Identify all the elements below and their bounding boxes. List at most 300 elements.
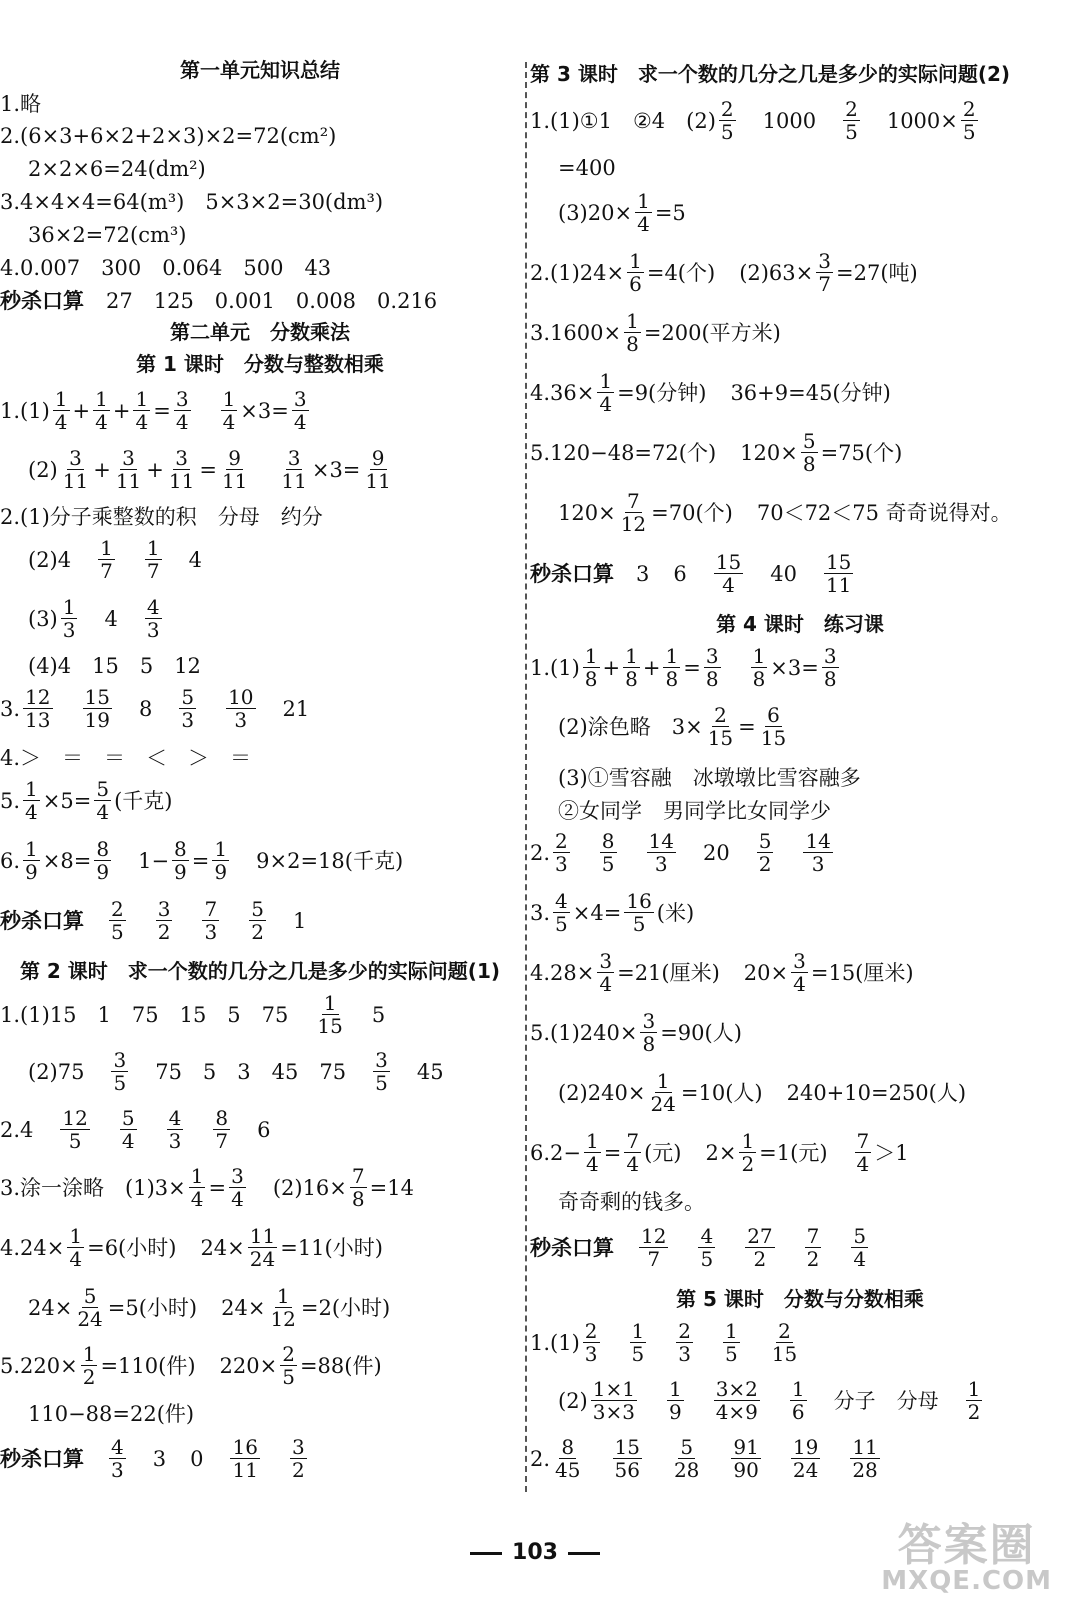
- footer-dash-right: [568, 1552, 600, 1555]
- answer-line: [530, 490, 1070, 535]
- numerator: 16: [232, 1435, 258, 1459]
- denominator: 4: [293, 410, 307, 434]
- answer-line: [530, 430, 1070, 475]
- answer-line: [530, 1188, 1070, 1214]
- fraction: [553, 890, 570, 935]
- text-segment: =: [738, 714, 756, 739]
- answer-line: [0, 1107, 520, 1152]
- denominator: 4: [190, 1187, 204, 1211]
- denominator: 4: [599, 392, 613, 416]
- text-segment: +: [93, 457, 111, 482]
- text-segment: =: [191, 848, 210, 873]
- fraction: [850, 1436, 879, 1481]
- fraction: [212, 838, 229, 883]
- fraction: [167, 1107, 184, 1152]
- answer-line: [0, 122, 520, 148]
- answer-line: [0, 686, 520, 731]
- answer-line: [0, 1343, 520, 1388]
- section-heading: [0, 318, 520, 344]
- numerator: 1: [741, 1129, 755, 1153]
- text-segment: 3.4×4×4=64(m³) 5×3×2=30(dm³): [0, 189, 384, 214]
- text-segment: 第 1 课时 分数与整数相乘: [136, 351, 384, 376]
- text-segment: 27 125 0.001 0.008 0.216: [106, 288, 438, 313]
- answer-line: [0, 744, 520, 770]
- section-heading: [0, 350, 520, 376]
- denominator: 5: [111, 920, 124, 944]
- text-segment: 分子 分母: [833, 1388, 939, 1413]
- text-segment: 24×: [28, 1295, 73, 1320]
- numerator: 5: [758, 829, 772, 853]
- answer-line: [0, 1049, 520, 1094]
- fraction: [597, 950, 614, 995]
- text-segment: =200(平方米): [643, 320, 781, 345]
- denominator: 9: [174, 860, 187, 884]
- text-segment: =: [683, 655, 701, 680]
- denominator: 5: [282, 1365, 295, 1389]
- fraction: [647, 830, 676, 875]
- numerator: 4: [146, 595, 160, 619]
- text-segment: (2)63×: [739, 260, 814, 285]
- denominator: 2: [967, 1400, 981, 1424]
- text-segment: 40: [770, 561, 797, 586]
- fraction: [23, 778, 40, 823]
- denominator: 4: [222, 410, 236, 434]
- text-segment: ×3=: [770, 655, 819, 680]
- numerator: 1: [222, 387, 236, 411]
- text-segment: 9×2=18(千克): [256, 848, 404, 873]
- denominator: 3: [111, 1458, 124, 1482]
- text-segment: (3): [28, 606, 58, 631]
- fraction: [23, 838, 40, 883]
- text-segment: +: [602, 655, 621, 680]
- answer-line: [0, 155, 520, 181]
- denominator: 8: [802, 452, 816, 476]
- numerator: 3: [113, 1048, 127, 1072]
- text-segment: =4(个): [646, 260, 716, 285]
- text-segment: +: [146, 457, 164, 482]
- numerator: 3×2: [715, 1377, 758, 1401]
- text-segment: 1.(1)①1 ②4 (2): [530, 108, 716, 133]
- denominator: 11: [168, 469, 195, 493]
- fraction: [553, 1436, 582, 1481]
- numerator: 2: [720, 97, 734, 121]
- numerator: 11: [249, 1224, 276, 1248]
- denominator: 6: [791, 1400, 805, 1424]
- denominator: 24: [77, 1307, 103, 1331]
- footer-dash-left: [470, 1552, 502, 1555]
- denominator: 8: [823, 667, 837, 691]
- numerator: 1: [584, 644, 598, 668]
- numerator: 14: [648, 829, 674, 853]
- answer-line: [0, 221, 520, 247]
- denominator: 8: [665, 667, 679, 691]
- fraction: [757, 830, 774, 875]
- denominator: 3: [811, 852, 825, 876]
- answer-line: [530, 890, 1070, 935]
- text-segment: 5.120−48=72(个): [530, 440, 717, 465]
- numerator: 5: [181, 685, 195, 709]
- fraction: [94, 838, 111, 883]
- answer-line: [530, 830, 1070, 875]
- numerator: 1: [665, 644, 679, 668]
- numerator: 1: [752, 644, 766, 668]
- text-segment: 70＜72＜75 奇奇说得对。: [756, 500, 1012, 525]
- numerator: 2: [845, 97, 858, 121]
- fraction: [179, 686, 196, 731]
- numerator: 7: [351, 1164, 365, 1188]
- text-segment: 1000: [762, 108, 817, 133]
- fraction: [676, 1320, 693, 1365]
- text-segment: 3: [152, 1446, 167, 1471]
- numerator: 4: [168, 1106, 182, 1130]
- answer-line: [530, 98, 1070, 143]
- text-segment: 8: [138, 696, 153, 721]
- fraction: [791, 1436, 820, 1481]
- fraction: [745, 1225, 774, 1270]
- text-segment: 4.＞ ＝ ＝ ＜ ＞ ＝: [0, 745, 252, 770]
- text-segment: 4.0.007 300 0.064 500 43: [0, 255, 332, 280]
- denominator: 11: [221, 469, 248, 493]
- denominator: 12: [270, 1307, 296, 1331]
- answer-line: [0, 537, 520, 582]
- denominator: 5: [720, 120, 734, 144]
- text-segment: (2)75: [28, 1059, 85, 1084]
- numerator: 6: [767, 703, 780, 727]
- answer-line: [0, 838, 520, 883]
- denominator: 4: [637, 212, 650, 236]
- numerator: 1: [967, 1377, 981, 1401]
- text-segment: (米): [656, 900, 695, 925]
- numerator: 12: [25, 685, 51, 709]
- fraction: [966, 1378, 983, 1423]
- fraction: [167, 447, 196, 492]
- numerator: 2: [962, 97, 976, 121]
- denominator: 15: [707, 726, 734, 750]
- numerator: 8: [174, 837, 187, 861]
- numerator: 15: [715, 550, 742, 574]
- answer-line: [0, 254, 520, 280]
- answer-line: [0, 90, 520, 116]
- watermark-line1: 答案圈: [897, 1520, 1036, 1571]
- answer-line: [0, 596, 520, 641]
- answer-line: [530, 1010, 1070, 1055]
- denominator: 5: [601, 852, 615, 876]
- text-segment: 1.略: [0, 91, 42, 116]
- text-segment: 2.: [530, 840, 551, 865]
- answer-line: [530, 704, 1070, 749]
- answer-line: [0, 1436, 520, 1481]
- numerator: 1: [62, 595, 76, 619]
- fraction: [816, 250, 833, 295]
- text-segment: 21: [282, 696, 310, 721]
- denominator: 28: [673, 1458, 700, 1482]
- mental-math-label: 秒杀口算: [530, 1235, 614, 1260]
- text-segment: 5: [371, 1002, 386, 1027]
- text-segment: +: [112, 398, 131, 423]
- numerator: 1: [25, 837, 38, 861]
- text-segment: =21(厘米): [617, 960, 720, 985]
- denominator: 3: [678, 1342, 691, 1366]
- denominator: 2: [82, 1365, 96, 1389]
- fraction: [174, 388, 191, 433]
- answer-line: [530, 764, 1070, 790]
- numerator: 3: [231, 1164, 244, 1188]
- text-segment: 1: [292, 908, 307, 933]
- answer-line: [530, 1130, 1070, 1175]
- denominator: 5: [631, 1342, 645, 1366]
- fraction: [759, 704, 788, 749]
- denominator: 24: [650, 1092, 676, 1116]
- denominator: 45: [555, 1458, 581, 1482]
- answer-line: [530, 950, 1070, 995]
- numerator: 3: [175, 446, 188, 470]
- numerator: 1: [69, 1224, 83, 1248]
- fraction: [824, 551, 853, 596]
- text-segment: 120×: [558, 500, 616, 525]
- fraction: [292, 388, 309, 433]
- numerator: 1: [25, 777, 38, 801]
- numerator: 2: [714, 703, 727, 727]
- fraction: [67, 1225, 84, 1270]
- fraction: [961, 98, 978, 143]
- denominator: 56: [614, 1458, 640, 1482]
- text-segment: (元): [644, 1140, 682, 1165]
- fraction: [109, 898, 126, 943]
- section-heading: [530, 610, 1070, 636]
- numerator: 1: [276, 1284, 290, 1308]
- text-segment: 第 3 课时 求一个数的几分之几是多少的实际问题(2): [530, 61, 1011, 86]
- text-segment: 5.: [0, 788, 21, 813]
- numerator: 3: [69, 446, 82, 470]
- fraction: [624, 310, 641, 355]
- numerator: 5: [251, 897, 264, 921]
- text-segment: =5: [654, 200, 686, 225]
- text-segment: 75 5 3 45 75: [155, 1059, 347, 1084]
- text-segment: 4.24×: [0, 1235, 65, 1260]
- numerator: 15: [84, 685, 110, 709]
- fraction: [714, 1378, 760, 1423]
- fraction: [591, 1378, 637, 1423]
- numerator: 5: [121, 1106, 135, 1130]
- fraction: [189, 1165, 206, 1210]
- denominator: 12: [620, 512, 647, 536]
- answer-line: [530, 1320, 1070, 1365]
- text-segment: 2×2×6=24(dm²): [28, 156, 206, 181]
- fraction: [663, 645, 680, 690]
- fraction: [635, 190, 652, 235]
- fraction: [230, 1436, 259, 1481]
- denominator: 5: [375, 1071, 388, 1095]
- denominator: 4: [853, 1247, 867, 1271]
- fraction: [120, 1107, 137, 1152]
- denominator: 7: [818, 272, 831, 296]
- section-heading: [0, 957, 520, 983]
- denominator: 2: [741, 1152, 755, 1176]
- numerator: 3: [793, 949, 806, 973]
- answer-line: [0, 447, 520, 492]
- fraction: [627, 250, 644, 295]
- text-segment: ×3=: [240, 398, 289, 423]
- text-segment: 第一单元知识总结: [180, 57, 340, 82]
- fraction: [75, 1285, 104, 1330]
- fraction: [249, 898, 266, 943]
- fraction: [719, 98, 736, 143]
- answer-line: [530, 310, 1070, 355]
- text-segment: 4: [104, 606, 118, 631]
- text-segment: =27(吨): [836, 260, 918, 285]
- fraction: [630, 1320, 647, 1365]
- text-segment: 5.(1)240×: [530, 1020, 638, 1045]
- denominator: 5: [845, 120, 858, 144]
- text-segment: ②女同学 男同学比女同学少: [558, 798, 831, 823]
- answer-line: [0, 388, 520, 433]
- text-segment: 第 5 课时 分数与分数相乘: [676, 1286, 924, 1311]
- denominator: 3: [181, 708, 195, 732]
- numerator: 1: [54, 387, 68, 411]
- text-segment: 3.涂一涂略 (1)3×: [0, 1175, 186, 1200]
- fraction: [98, 537, 115, 582]
- numerator: 4: [555, 889, 568, 913]
- numerator: 1: [100, 536, 113, 560]
- numerator: 3: [291, 1435, 305, 1459]
- text-segment: 2.4: [0, 1117, 34, 1142]
- denominator: 2: [291, 1458, 305, 1482]
- denominator: 28: [852, 1458, 878, 1482]
- denominator: 90: [733, 1458, 759, 1482]
- fraction: [109, 1436, 126, 1481]
- fraction: [60, 1107, 89, 1152]
- answer-line: [0, 778, 520, 823]
- fraction: [667, 1378, 684, 1423]
- denominator: 4: [231, 1187, 244, 1211]
- fraction: [855, 1130, 872, 1175]
- text-segment: =110(件): [100, 1353, 196, 1378]
- answer-line: [0, 1285, 520, 1330]
- fraction: [268, 1285, 297, 1330]
- numerator: 2: [282, 1342, 295, 1366]
- text-segment: 第 2 课时 求一个数的几分之几是多少的实际问题(1): [19, 958, 501, 983]
- denominator: 8: [625, 667, 638, 691]
- denominator: 3: [146, 618, 160, 642]
- numerator: 2: [678, 1319, 691, 1343]
- numerator: 3: [375, 1048, 388, 1072]
- fraction: [790, 1378, 807, 1423]
- fraction: [229, 1165, 246, 1210]
- fraction: [803, 830, 832, 875]
- fraction: [624, 890, 653, 935]
- denominator: 9: [25, 860, 38, 884]
- text-segment: =15(厘米): [810, 960, 914, 985]
- denominator: 4×9: [715, 1400, 758, 1424]
- fraction: [61, 447, 90, 492]
- numerator: 3: [293, 387, 307, 411]
- denominator: 8: [642, 1032, 656, 1056]
- text-segment: ×4=: [572, 900, 622, 925]
- denominator: 5: [632, 912, 646, 936]
- numerator: 5: [83, 1284, 97, 1308]
- fraction: [704, 645, 721, 690]
- text-segment: +: [642, 655, 661, 680]
- denominator: 24: [249, 1247, 276, 1271]
- denominator: 15: [317, 1014, 343, 1038]
- numerator: 1: [625, 644, 638, 668]
- numerator: 7: [204, 897, 218, 921]
- denominator: 4: [856, 1152, 870, 1176]
- answer-line: [0, 503, 520, 529]
- denominator: 4: [793, 972, 806, 996]
- denominator: 2: [758, 852, 772, 876]
- text-segment: =14: [369, 1175, 414, 1200]
- answer-line: [530, 154, 1070, 180]
- numerator: 16: [626, 889, 652, 913]
- text-segment: 3.: [0, 696, 21, 721]
- fraction: [363, 447, 392, 492]
- text-segment: 120×: [740, 440, 798, 465]
- text-segment: 第二单元 分数乘法: [170, 319, 350, 344]
- text-segment: 3: [636, 561, 650, 586]
- denominator: 5: [555, 912, 568, 936]
- numerator: 1: [631, 1319, 645, 1343]
- answer-line: [0, 652, 520, 678]
- fraction: [23, 686, 52, 731]
- denominator: 4: [722, 573, 735, 597]
- denominator: 4: [121, 1129, 135, 1153]
- text-segment: ×5=: [42, 788, 92, 813]
- fraction: [280, 1343, 297, 1388]
- numerator: 14: [805, 829, 831, 853]
- text-segment: 2.(1)24×: [530, 260, 625, 285]
- denominator: 4: [25, 800, 38, 824]
- text-segment: 第 4 课时 练习课: [716, 611, 884, 636]
- denominator: 11: [365, 469, 391, 493]
- text-segment: ×8=: [42, 848, 92, 873]
- text-segment: (2): [28, 457, 58, 482]
- text-segment: 4.36×: [530, 380, 595, 405]
- numerator: 3: [823, 644, 837, 668]
- fraction: [583, 645, 600, 690]
- numerator: 15: [825, 550, 852, 574]
- text-segment: ×3=: [311, 457, 361, 482]
- fraction: [172, 838, 189, 883]
- text-segment: =: [153, 398, 171, 423]
- answer-line: [530, 250, 1070, 295]
- numerator: 3: [599, 949, 613, 973]
- denominator: 5: [962, 120, 976, 144]
- denominator: 3: [654, 852, 668, 876]
- numerator: 11: [852, 1435, 878, 1459]
- fraction: [373, 1049, 390, 1094]
- numerator: 8: [215, 1106, 229, 1130]
- denominator: 4: [599, 972, 613, 996]
- numerator: 1: [668, 1377, 682, 1401]
- text-segment: =400: [558, 155, 616, 180]
- denominator: 3: [168, 1129, 182, 1153]
- numerator: 3: [157, 897, 171, 921]
- numerator: 9: [228, 446, 242, 470]
- fraction: [822, 645, 839, 690]
- denominator: 11: [825, 573, 852, 597]
- denominator: 2: [251, 920, 264, 944]
- numerator: 1: [95, 387, 108, 411]
- denominator: 4: [586, 1152, 599, 1176]
- text-segment: 36+9=45(分钟): [730, 380, 891, 405]
- text-segment: (4)4 15 5 12: [28, 653, 201, 678]
- fraction: [851, 1225, 868, 1270]
- answer-line: [530, 645, 1070, 690]
- numerator: 1: [725, 1319, 738, 1343]
- text-segment: 1.(1): [530, 655, 580, 680]
- numerator: 2: [778, 1319, 791, 1343]
